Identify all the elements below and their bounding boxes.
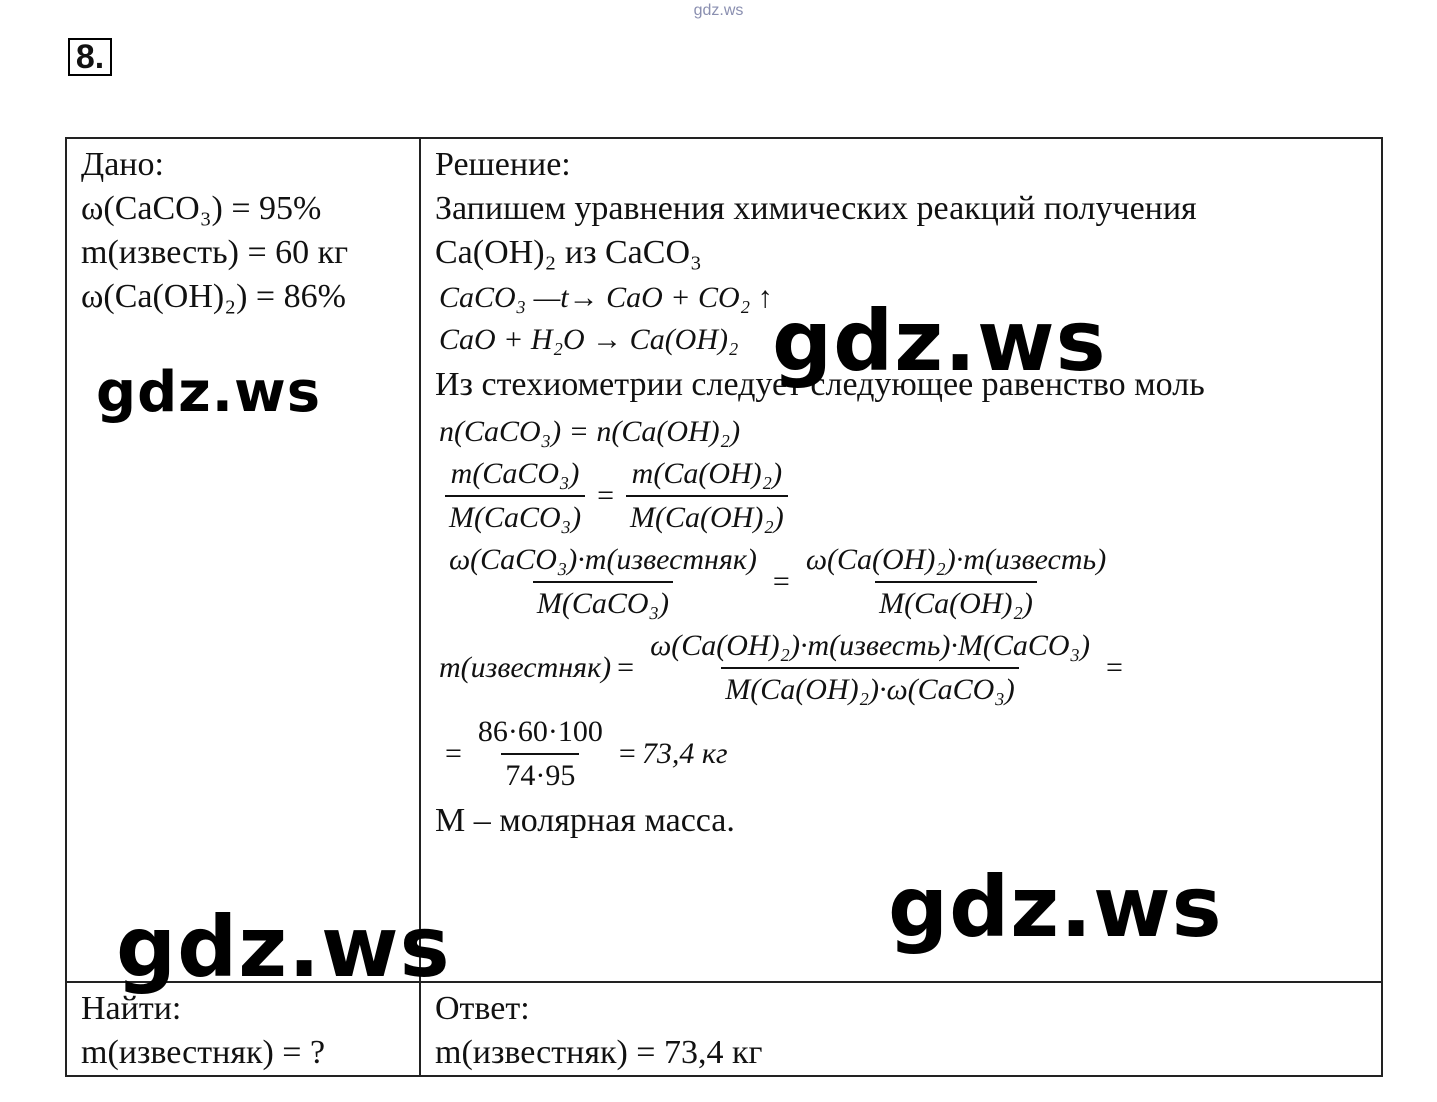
given-line-3: ω(Ca(OH)₂) = 86% <box>81 278 346 315</box>
equation-numeric: = $\frac{86\cdot 60\cdot 100}{74\cdot 95}$ = 73,4 кг <box>445 715 728 792</box>
given-cell <box>66 138 420 982</box>
reaction-2: CaO + H₂O → Ca(OH)₂ <box>439 323 739 356</box>
stoich-text: Из стехиометрии следует следующее равенство моль <box>435 366 1205 403</box>
given-line-2: m(известь) = 60 кг <box>81 234 349 271</box>
watermark: gdz.ws <box>116 898 451 996</box>
given-line-1: ω(CaCO₃) = 95% <box>81 190 322 227</box>
task-number: 8. <box>68 38 112 76</box>
find-line: m(известняк) = ? <box>81 1034 326 1071</box>
answer-line: m(известняк) = 73,4 кг <box>435 1034 763 1071</box>
solution-intro-1: Запишем уравнения химических реакций получения <box>435 190 1197 227</box>
equation-moles: n(CaCO₃) = n(Ca(OH)₂) <box>439 415 741 448</box>
numeric-denominator: 74·95 <box>501 753 579 793</box>
fractions-right-denominator: M(Ca(OH)₂) <box>875 581 1037 621</box>
mass-ratio-right-numerator: m(Ca(OH)₂) <box>631 457 783 490</box>
equation-mass-ratio: $\frac{\text{m(CaCO₃)}}{\text{M(CaCO₃)}}$ = $\frac{\text{m(Ca(OH)₂)}}{\text{M(Ca(OH)₂)}}$ <box>439 457 1367 535</box>
given-heading: Дано: <box>81 146 164 183</box>
watermark: gdz.ws <box>888 858 1223 956</box>
molar-mass-note: М – молярная масса. <box>435 802 735 839</box>
mass-ratio-left-denominator: M(CaCO₃) <box>445 495 585 535</box>
site-header-link[interactable]: gdz.ws <box>693 2 744 19</box>
find-cell <box>66 982 420 1076</box>
watermark: gdz.ws <box>772 292 1107 390</box>
result-numerator: ω(Ca(OH)₂)·m(известь)·M(CaCO₃) <box>650 629 1090 662</box>
solution-intro-2: Ca(OH)₂ из CaCO₃ <box>435 234 702 271</box>
solution-cell <box>420 138 1382 982</box>
solution-heading: Решение: <box>435 146 571 183</box>
fractions-left-numerator: ω(CaCO₃)·m(известняк) <box>449 543 757 576</box>
answer-heading: Ответ: <box>435 990 530 1027</box>
fractions-right-numerator: ω(Ca(OH)₂)·m(известь) <box>805 543 1107 576</box>
equation-result: m(известняк) = $\frac{\text{ω(Ca(OH)₂)·m(известь)·M(CaCO₃)}}{\text{M(Ca(OH)₂)·ω(CaCO₃)}}$ = <box>439 629 1123 706</box>
answer-cell <box>420 982 1382 1076</box>
mass-ratio-left-numerator: m(CaCO₃) <box>450 457 580 490</box>
fractions-left-denominator: M(CaCO₃) <box>533 581 673 621</box>
result-denominator: M(Ca(OH)₂)·ω(CaCO₃) <box>721 667 1019 707</box>
mass-ratio-right-denominator: M(Ca(OH)₂) <box>626 495 788 535</box>
equation-fractions: $\frac{\text{ω(CaCO₃)·m(известняк)}}{\text{M(CaCO₃)}}$ = $\frac{\text{ω(Ca(OH)₂)·m(известь)}}{\text{M(Ca(OH)₂)}}$ <box>439 543 1367 621</box>
reaction-1: CaCO₃ —t→ CaO + CO₂ ↑ <box>439 281 773 314</box>
result-lhs: m(известняк) <box>439 651 612 684</box>
find-heading: Найти: <box>81 990 182 1027</box>
numeric-result: 73,4 кг <box>641 737 728 770</box>
numeric-numerator: 86·60·100 <box>477 715 603 748</box>
watermark: gdz.ws <box>96 360 322 425</box>
